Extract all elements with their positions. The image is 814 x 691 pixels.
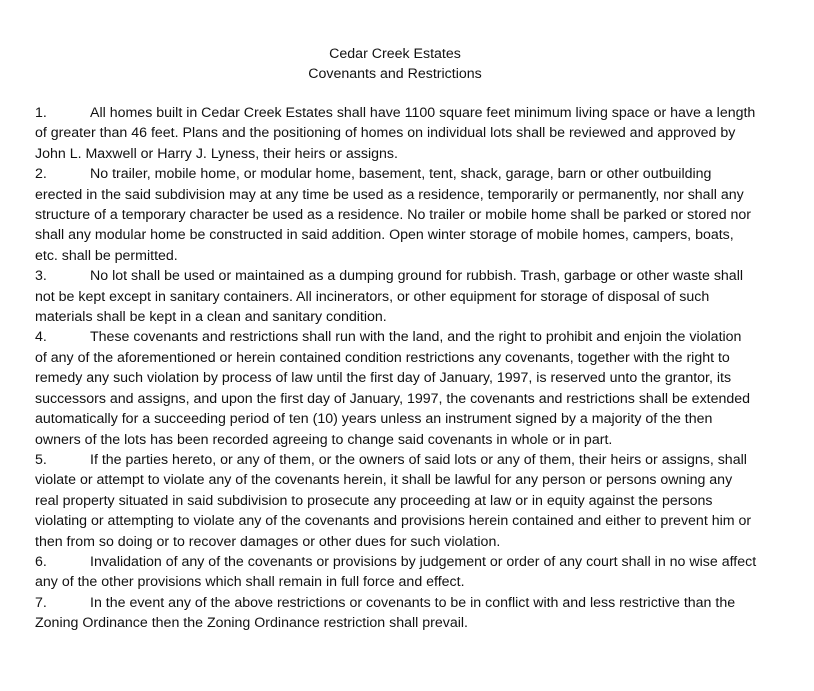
item-text: All homes built in Cedar Creek Estates shall have 1100 square feet minimum living space or have a length of greater than 46 feet. Plans and the positioning of homes on individual lots shall be reviewed and approved by John L. Maxwell or Harry J. Lyness, their heirs or assigns. [35, 105, 756, 162]
document-header [0, 44, 790, 84]
item-number: 4. [35, 329, 47, 346]
covenant-item-5 [35, 450, 757, 552]
item-number: 3. [35, 268, 47, 285]
item-text: No trailer, mobile home, or modular home, basement, tent, shack, garage, barn or other outbuilding erected in the said subdivision may at any time be used as a residence, temporarily or permanently, nor shall any structure of a temporary character be used as a residence. No trailer or mobile home shall be parked or stored nor shall any modular home be constructed in said addition. Open winter storage of mobile homes, campers, boats, etc. shall be permitted. [35, 166, 752, 264]
covenant-item-4 [35, 327, 757, 449]
item-text: No lot shall be used or maintained as a dumping ground for rubbish. Trash, garbage or other waste shall not be kept except in sanitary containers. All incinerators, or other equipment for storage of disposal of such materials shall be kept in a clean and sanitary condition. [35, 268, 744, 326]
covenant-item-6 [35, 552, 757, 593]
item-text: Invalidation of any of the covenants or provisions by judgement or order of any court shall in no wise affect any of the other provisions which shall remain in full force and effect. [35, 553, 757, 591]
item-number: 6. [35, 553, 47, 570]
item-number: 2. [35, 166, 47, 183]
item-text: If the parties hereto, or any of them, or the owners of said lots or any of them, their heirs or assigns, shall violate or attempt to violate any of the covenants herein, it shall be lawful for any person or persons owning any real property situated in said subdivision to prosecute any proceeding at law or in equity against the persons violating or attempting to violate any of the covenants and provisions herein contained and either to prevent him or then from so doing or to recover damages or other dues for such violation. [35, 451, 752, 550]
covenant-item-7 [35, 593, 757, 634]
item-number: 7. [35, 594, 47, 611]
document-title: Cedar Creek Estates [329, 46, 461, 62]
item-text: In the event any of the above restrictions or covenants to be in conflict with and less restrictive than the Zoning Ordinance then the Zoning Ordinance restriction shall prevail. [35, 594, 736, 632]
document-subtitle: Covenants and Restrictions [308, 66, 482, 82]
covenant-item-3 [35, 266, 757, 327]
covenant-item-2 [35, 164, 757, 266]
item-number: 1. [35, 105, 47, 121]
item-text: These covenants and restrictions shall run with the land, and the right to prohibit and enjoin the violation of any of the aforementioned or herein contained condition restrictions any covenants, together with the right to remedy any such violation by process of law until the first day of January, 1997, is reserved unto the grantor, its successors and assigns, and upon the first day of January, 1997, the covenants and restrictions shall be extended automatically for a succeeding period of ten (10) years unless an instrument signed by a majority of the then owners of the lots has been recorded agreeing to change said covenants in whole or in part. [35, 329, 751, 448]
covenants-list [35, 103, 757, 634]
item-number: 5. [35, 451, 47, 468]
covenant-item-1 [35, 103, 757, 164]
